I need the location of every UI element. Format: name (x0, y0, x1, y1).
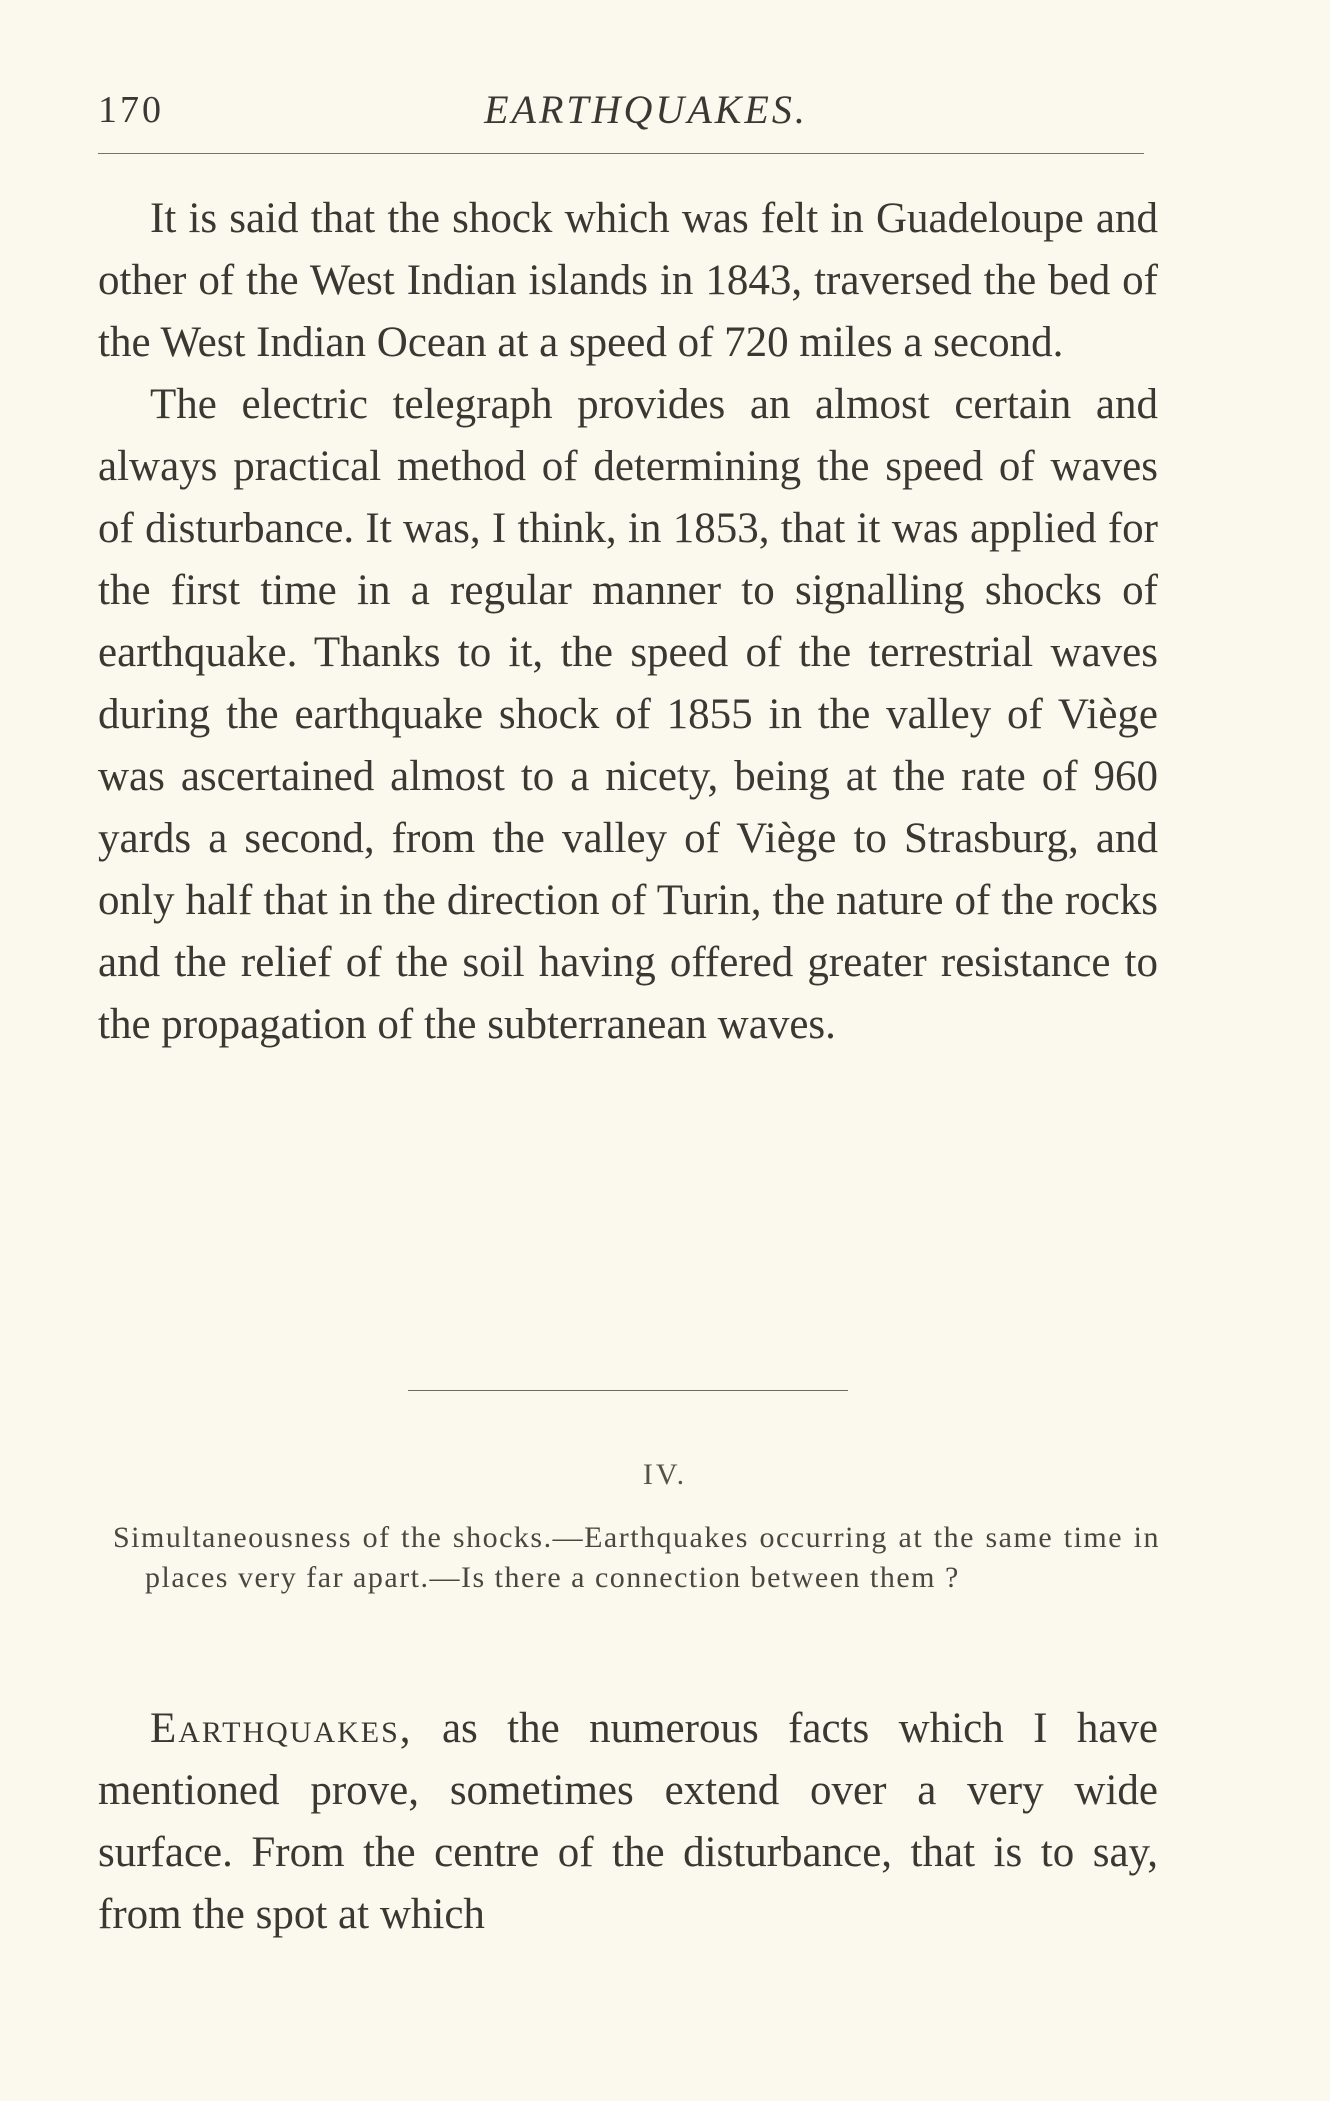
running-title: EARTHQUAKES. (484, 87, 808, 132)
section-divider (408, 1390, 848, 1391)
paragraph: It is said that the shock which was felt in Guadeloupe and other of the West Indian islands in 1843, traversed the bed of the West Indian Ocean at a speed of 720 miles a second. (98, 195, 1158, 366)
opening-rest: as the numerous facts which I have mentioned prove, sometimes extend over a very wide surface. From the centre of the disturbance, that is to say, from the spot at which (98, 1705, 1158, 1938)
section-number: IV. (642, 1458, 688, 1491)
paragraph (98, 1698, 1158, 1946)
page-number: 170 (98, 89, 164, 131)
opening-word: Earthquakes, (150, 1705, 413, 1752)
main-text (98, 188, 1158, 1056)
section-text (98, 1698, 1158, 1946)
summary-text: Simultaneousness of the shocks.—Earthquakes occurring at the same time in places very far apart.—Is there a connection between them ? (113, 1521, 1160, 1594)
paragraph: The electric telegraph provides an almost certain and always practical method of determining the speed of waves of disturbance. It was, I think, in 1853, that it was applied for the first time in a regular manner to signalling shocks of earthquake. Thanks to it, the speed of the terrestrial waves during the earthquake shock of 1855 in the valley of Viège was ascertained almost to a nicety, being at the rate of 960 yards a second, from the valley of Viège to Strasburg, and only half that in the direction of Turin, the nature of the rocks and the relief of the soil having offered greater resistance to the propagation of the subterranean waves. (98, 381, 1158, 1048)
section-summary (113, 1518, 1160, 1598)
header-rule (98, 153, 1144, 154)
running-head (92, 78, 1160, 138)
